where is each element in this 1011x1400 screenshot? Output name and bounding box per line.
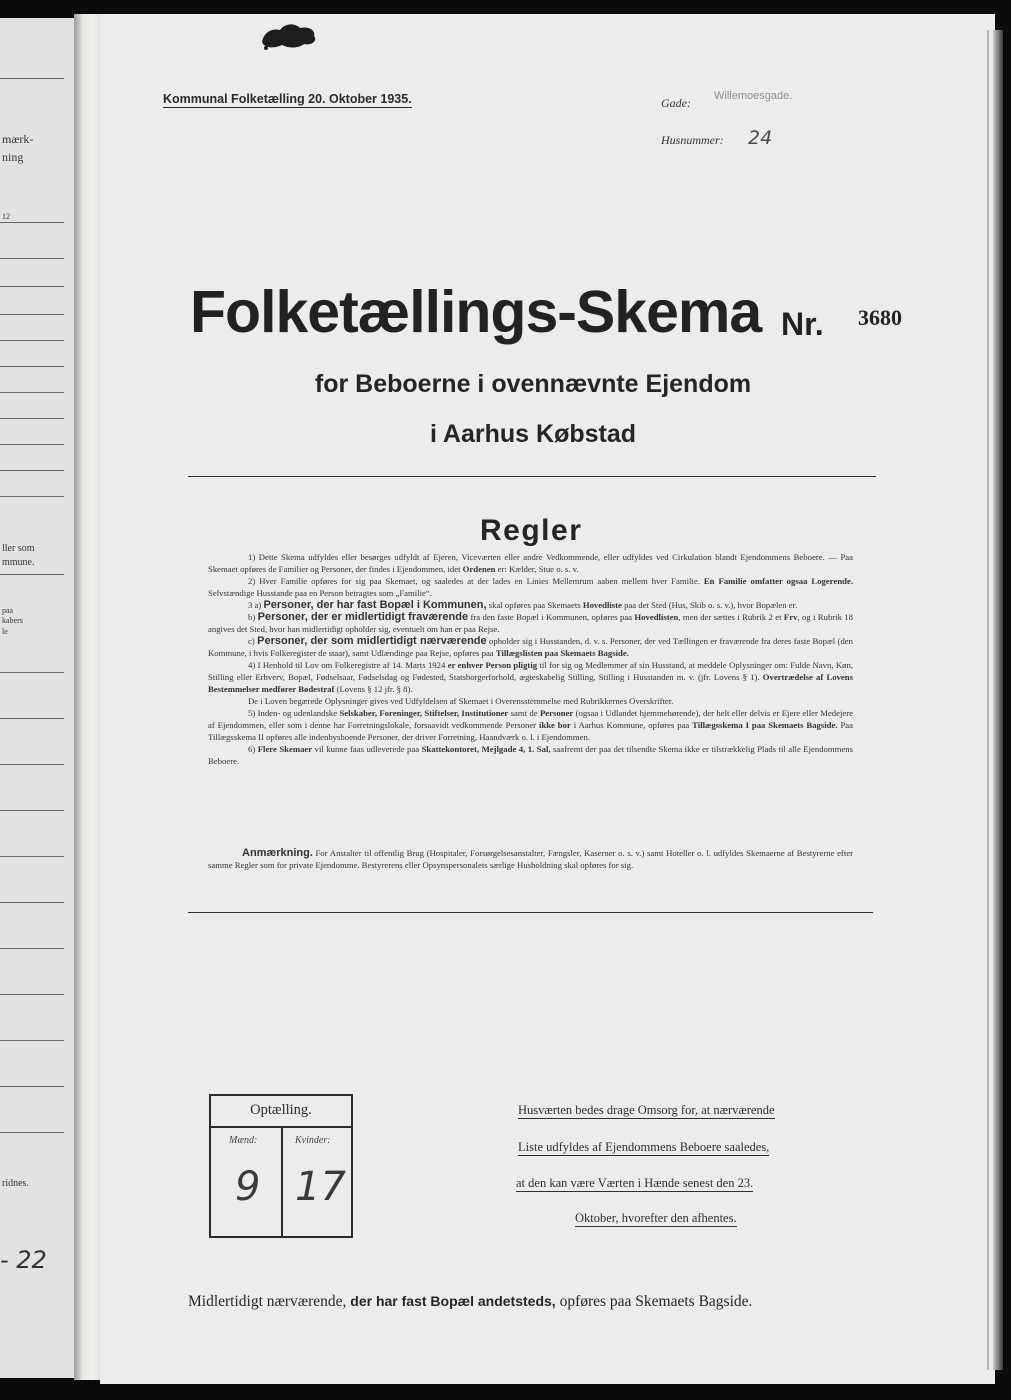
rule-4-cont: De i Loven begærede Oplysninger gives ved Udfyldelsen af Skemaet i Overensstemmelse med Rubrikkernes Overskrifter.: [248, 696, 674, 706]
rule-5: 5) Inden- og udenlandske Selskaber, Foreninger, Stiftelser, Institutioner samt de Personer (ogsaa i Udlandet hjemmehørende), der helt eller delvis er Ejere eller Medejere af Ejendommen, eller som i denne har Forretningslokale, forsaavidt vedkommende Personer ikke bor i Aarhus Kommune, opføres paa Tillægsskema I paa Skemaets Bagside. Paa Tillægsskema II opføres alle indenbysboende Personer, der driver Forretning, Haandværk o. l. i Ejendommen.: [208, 708, 854, 742]
page-edge-line: [987, 30, 989, 1370]
form-location: i Aarhus Købstad: [429, 420, 637, 448]
left-rule: [0, 444, 64, 445]
census-header: Kommunal Folketælling 20. Oktober 1935.: [163, 92, 412, 106]
left-rule: [0, 718, 64, 719]
left-label: 12: [2, 212, 10, 221]
left-rule: [0, 366, 64, 367]
left-rule: [0, 764, 64, 765]
left-page-fragment: [0, 18, 74, 1378]
left-label: le: [2, 627, 8, 636]
women-count: 17: [295, 1164, 346, 1210]
left-rule: [0, 286, 64, 287]
left-rule: [0, 1132, 64, 1133]
left-rule: [0, 948, 64, 949]
count-box: [209, 1094, 353, 1238]
left-label: mærk-: [2, 132, 34, 146]
note-text: Anmærkning. For Anstalter til offentlig Brug (Hospitaler, Forsørgelsesanstalter, Fængsler, Kaserner o. s. v.) samt Hoteller o. l. udfyldes Skemaerne af Bestyrerne efter samme Regler som for private Ejendomme. Bestyrerens eller Opsynspersonalets særlige Husholdning skal opføres for sig.: [208, 847, 853, 870]
housenumber-value: 24: [748, 127, 773, 149]
title-divider: [188, 476, 876, 477]
left-rule: [0, 902, 64, 903]
form-number-value: 3680: [858, 305, 902, 330]
form-subtitle: for Beboerne i ovennævnte Ejendom: [314, 370, 752, 398]
note-label: Anmærkning.: [242, 847, 313, 859]
rule-4: 4) I Henhold til Lov om Folkeregistre af 14. Marts 1924 er enhver Person pligtig til for sig og Medlemmer af sin Husstand, at meddele Oplysninger om: Fulde Navn, Køn, Stilling eller Erhverv, Bopæl, Fødselsaar, Fødselsdag og Fødested, Statsborgerforhold, ægteskabelig Stilling, Stilling i Husstanden m. v. (jfr. Lovens § 1). Overtrædelse af Lovens Bestemmelser medfører Bødestraf (Lovens § 12 jfr. § 8).: [208, 660, 853, 694]
left-label: paa: [2, 606, 14, 615]
rules-text: [208, 551, 853, 767]
left-rule: [0, 340, 64, 341]
left-label: ning: [2, 150, 24, 164]
instruction-line: Husværten bedes drage Omsorg for, at nærværende: [518, 1103, 775, 1117]
left-label: ller som: [2, 543, 35, 554]
rules-divider: [188, 912, 873, 913]
count-title: Optælling.: [250, 1102, 312, 1118]
ink-stain: [258, 22, 320, 50]
left-handwritten-number: - 22: [0, 1246, 47, 1274]
count-box-divider: [281, 1126, 283, 1236]
men-label: Mænd:: [229, 1135, 258, 1146]
left-label: ridnes.: [2, 1178, 29, 1189]
left-rule: [0, 994, 64, 995]
left-rule: [0, 258, 64, 259]
men-count: 9: [235, 1164, 261, 1210]
rule-6: 6) Flere Skemaer vil kunne faas udleverede paa Skattekontoret, Mejlgade 4, 1. Sal, saafremt der paa det tilsendte Skema ikke er tilstrækkelig Plads til alle Ejendommens Beboere.: [208, 744, 853, 766]
left-rule: [0, 222, 64, 223]
left-rule: [0, 672, 64, 673]
left-rule: [0, 574, 64, 575]
housenumber-label: Husnummer:: [661, 133, 724, 147]
rule-1: 1) Dette Skema udfyldes eller besørges udfyldt af Ejeren, Viceværten eller andre Vedkommende, eller udfyldes ved Cirkulation blandt Ejendommens Beboere. — Paa Skemaet opføres de Familier og Personer, der findes i Ejendommen, idet Ordenen er: Kælder, Stue o. s. v.: [208, 552, 853, 574]
left-rule: [0, 392, 64, 393]
footer-note: Midlertidigt nærværende, der har fast Bopæl andetsteds, opføres paa Skemaets Bagside.: [188, 1293, 753, 1310]
left-rule: [0, 856, 64, 857]
page-edge-shadow: [993, 30, 1003, 1370]
left-label: mmune.: [2, 557, 35, 568]
rule-3b: b) Personer, der er midlertidigt fraværende fra den faste Bopæl i Kommunen, opføres paa Hovedlisten, men der sættes i Rubrik 2 et Frv, og i Rubrik 18 angives det Sted, hvor han midlertidigt opholder sig, eventuelt om han er paa Rejse.: [208, 611, 853, 634]
women-label: Kvinder:: [295, 1135, 331, 1146]
instruction-line: Oktober, hvorefter den afhentes.: [575, 1211, 737, 1225]
left-rule: [0, 1040, 64, 1041]
left-rule: [0, 470, 64, 471]
street-value: Willemoesgade.: [714, 90, 793, 102]
rule-3c: c) Personer, der som midlertidigt nærværende opholder sig i Husstanden, d. v. s. Personer, der ved Tællingen er fraværende fra deres faste Bopæl (den Kommune, i hvis Folkeregister de staar), samt Udlændinge paa Rejse, opføres paa Tillægslisten paa Skemaets Bagside.: [208, 635, 853, 658]
instruction-line: at den kan være Værten i Hænde senest den 23.: [516, 1176, 754, 1190]
rule-2: 2) Hver Familie opføres for sig paa Skemaet, og saaledes at der lades en Linies Mellemrum aaben mellem hver Familie. En Familie omfatter ogsaa Logerende. Selvstændige Husstande paa en Person betragtes som „Familie“.: [208, 576, 854, 598]
rules-heading: Regler: [480, 514, 583, 547]
left-rule: [0, 418, 64, 419]
rule-3a: 3 a) Personer, der har fast Bopæl i Kommunen, skal opføres paa Skemaets Hovedliste paa det Sted (Hus, Skib o. s. v.), hvor Bopælen er.: [248, 599, 798, 611]
left-rule: [0, 1086, 64, 1087]
left-rule: [0, 314, 64, 315]
book-spine: [74, 14, 102, 1380]
instruction-line: Liste udfyldes af Ejendommens Beboere saaledes,: [518, 1140, 770, 1154]
left-rule: [0, 78, 64, 79]
left-label: kabers: [2, 616, 23, 625]
form-title: Folketællings-Skema: [190, 279, 762, 345]
left-rule: [0, 810, 64, 811]
street-label: Gade:: [661, 96, 691, 110]
form-number-label: Nr.: [781, 306, 824, 342]
left-rule: [0, 496, 64, 497]
